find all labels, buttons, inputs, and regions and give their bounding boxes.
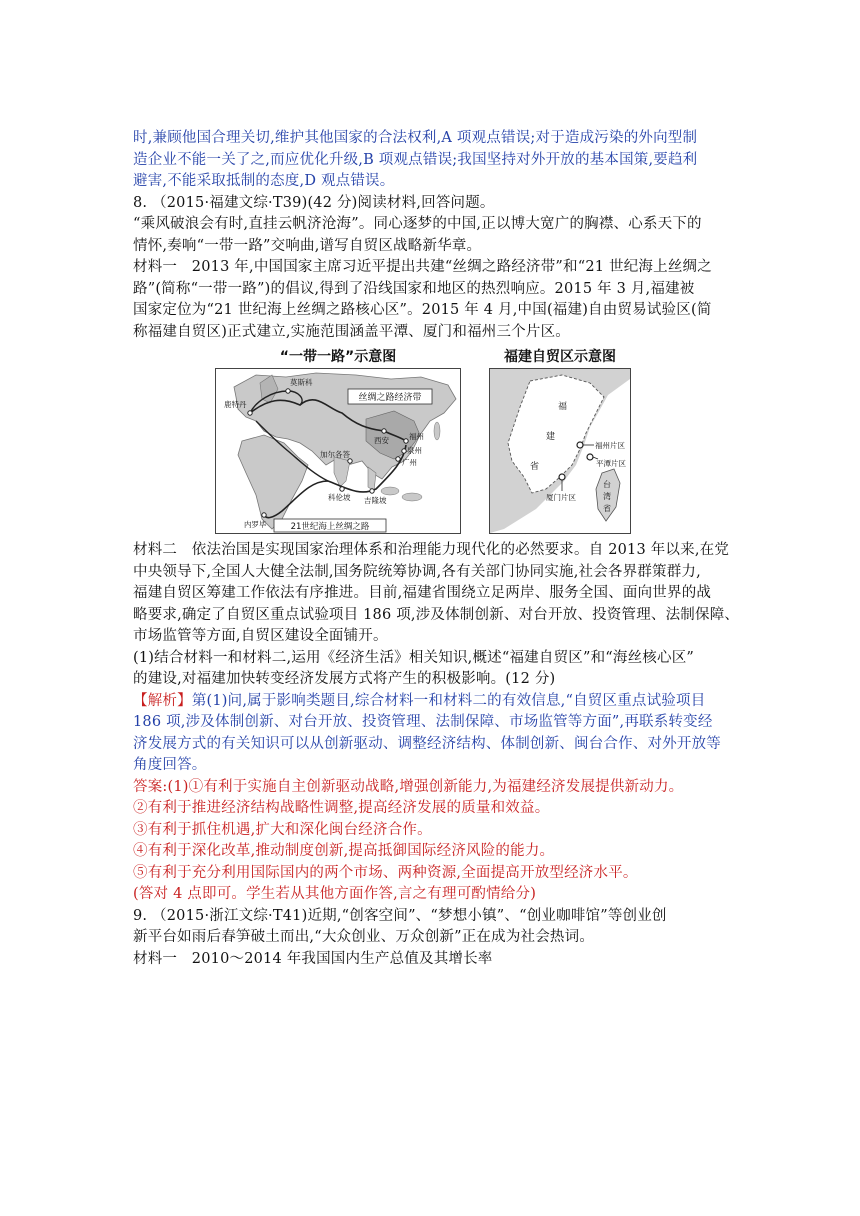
previous-analysis [133,128,733,193]
answer-text: (1)①有利于实施自主创新驱动战略,增强创新能力,为福建经济发展提供新动力。 [167,778,684,795]
text-line: 称福建自贸区)正式建立,实施范围涵盖平潭、厦门和福州三个片区。 [133,323,570,340]
fujian-ftz-map-svg [490,369,630,533]
map-label-sheng: 省 [530,462,540,472]
map-label-rotterdam: 鹿特丹 [224,400,247,409]
text-line: 情怀,奏响“一带一路”交响曲,谱写自贸区战略新华章。 [133,237,482,254]
map-label-belt: 丝绸之路经济带 [358,393,422,403]
belt-road-map [215,368,461,534]
analysis-line: 角度回答。 [133,757,207,773]
figure-title: 福建自贸区示意图 [504,349,616,365]
text-line: 造企业不能一关了之,而应优化升级,B 项观点错误;我国坚持对外开放的基本国策,要趋利 [133,151,698,168]
map-label-quanzhou: 泉州 [407,446,422,455]
analysis-label: 【解析】 [133,692,192,709]
map-label-jian: 建 [546,432,556,442]
map-label-wan: 湾 [603,492,611,501]
figures [133,346,733,536]
map-label-kuala: 吉隆坡 [364,496,387,505]
text-line: 材料一 2013 年,中国国家主席习近平提出共建“丝绸之路经济带”和“21 世纪海上丝绸之 [133,259,712,275]
map-label-fuzhou-zone: 福州片区 [595,441,625,450]
map-label-calcutta: 加尔各答 [320,450,350,459]
map-label-sheng2: 省 [603,504,611,513]
text-line: 材料一 2010～2014 年我国国内生产总值及其增长率 [133,950,493,967]
map-label-nairobi: 内罗毕 [244,520,267,529]
analysis-text: 第(1)问,属于影响类题目,综合材料一和材料二的有效信息,“自贸区重点试验项目 [191,692,706,709]
map-label-guangzhou: 广州 [402,458,417,467]
text-line: (1)结合材料一和材料二,运用《经济生活》相关知识,概述“福建自贸区”和“海丝核心区” [133,649,695,666]
answer-line: ②有利于推进经济结构战略性调整,提高经济发展的质量和效益。 [133,800,550,816]
question-header: 9. （2015·浙江文综·T41)近期,“创客空间”、“梦想小镇”、“创业咖啡馆”等创业创 [133,907,667,924]
answer-line: ④有利于深化改革,推动制度创新,提高抵御国际经济风险的能力。 [133,843,555,859]
map-label-colombo: 科伦坡 [328,493,351,502]
fujian-ftz-map [489,368,631,534]
map-label-moscow: 莫斯科 [290,378,313,387]
text-line: 国家定位为“21 世纪海上丝绸之路核心区”。2015 年 4 月,中国(福建)自由贸易试验区(简 [133,302,712,318]
text-line: 新平台如雨后春笋破土而出,“大众创业、万众创新”正在成为社会热词。 [133,929,595,945]
analysis-line: 济发展方式的有关知识可以从创新驱动、调整经济结构、体制创新、闽台合作、对外开放等 [133,735,721,752]
analysis-line [133,691,733,713]
belt-road-map-svg [216,369,460,533]
text-line: “乘风破浪会有时,直挂云帆济沧海”。同心逐梦的中国,正以博大宽广的胸襟、心系天下的 [133,216,702,232]
map-label-xiamen-zone: 厦门片区 [546,493,576,502]
text-line: 路”(简称“一带一路”)的倡议,得到了沿线国家和地区的热烈响应。2015 年 3 月,福建被 [133,280,695,297]
map-label-fuzhou: 福州 [409,432,424,441]
text-line: 市场监管等方面,自贸区建设全面铺开。 [133,628,388,644]
answer-line [133,777,733,799]
text-line: 材料二 依法治国是实现国家治理体系和治理能力现代化的必然要求。自 2013 年以来,在党 [133,542,730,558]
fujian-ftz-figure [489,346,631,534]
answer-label: 答案: [133,778,168,795]
map-label-fu: 福 [558,402,568,412]
answer-line: ⑤有利于充分利用国际国内的两个市场、两种资源,全面提高开放型经济水平。 [133,864,638,881]
document-page [133,128,740,970]
question-8 [133,193,740,906]
answer-line: (答对 4 点即可。学生若从其他方面作答,言之有理可酌情给分) [133,886,537,902]
map-label-xian: 西安 [374,436,389,445]
text-line: 中央领导下,全国人大健全法制,国务院统筹协调,各有关部门协同实施,社会各界群策群力, [133,563,701,580]
question-9 [133,906,733,971]
text-line: 福建自贸区筹建工作依法有序推进。目前,福建省围绕立足两岸、服务全国、面向世界的战 [133,585,712,601]
text-line: 时,兼顾他国合理关切,维护其他国家的合法权利,A 项观点错误;对于造成污染的外向型制 [133,130,698,146]
figure-title: “一带一路”示意图 [279,349,397,365]
map-label-tai: 台 [603,480,611,489]
analysis-line: 186 项,涉及体制创新、对台开放、投资管理、法制保障、市场监管等方面”,再联系转变经 [133,714,713,730]
map-label-pingtan-zone: 平潭片区 [596,459,626,468]
text-line: 避害,不能采取抵制的态度,D 观点错误。 [133,173,395,189]
text-line: 的建设,对福建加快转变经济发展方式将产生的积极影响。(12 分) [133,671,556,687]
belt-road-figure [215,346,461,534]
text-line: 略要求,确定了自贸区重点试验项目 186 项,涉及体制创新、对台开放、投资管理、法制保障、 [133,606,740,623]
map-label-road: 21世纪海上丝绸之路 [290,522,370,532]
question-header: 8. （2015·福建文综·T39)(42 分)阅读材料,回答问题。 [133,194,495,211]
answer-line: ③有利于抓住机遇,扩大和深化闽台经济合作。 [133,821,432,838]
